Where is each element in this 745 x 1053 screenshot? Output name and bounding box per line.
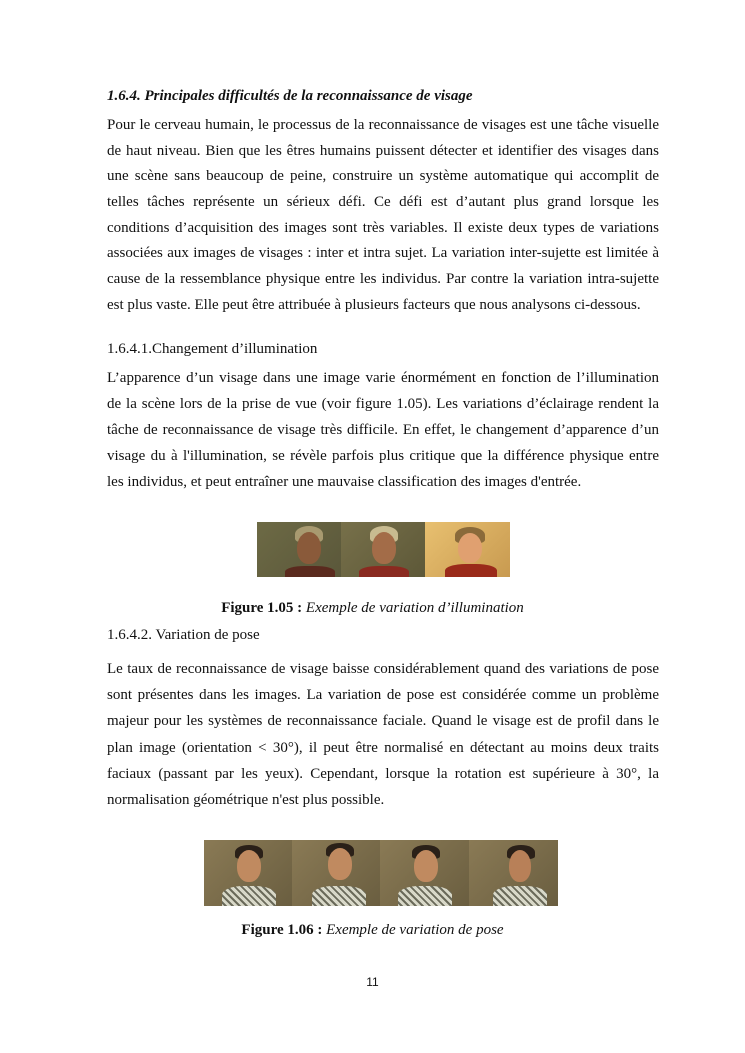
figure-pose-images (204, 840, 558, 906)
text-line: visage du à l'illumination, se révèle parfois plus critique que la différence physique entre (107, 448, 659, 464)
paragraph-pose (107, 661, 659, 818)
text-line: plan image (orientation < 30°), il peut être normalisé en détectant au moins deux traits (107, 739, 659, 756)
face-photo (292, 840, 380, 906)
figure-caption-text: Exemple de variation de pose (322, 922, 504, 938)
face-photo (341, 522, 425, 577)
text-line: sont présentes dans les images. La variation de pose est considérée comme un problème (107, 687, 659, 704)
paragraph-illumination (107, 370, 659, 500)
face-photo (204, 840, 292, 906)
face-photo (380, 840, 469, 906)
figure-caption-text: Exemple de variation d’illumination (302, 600, 524, 616)
text-line: L’apparence d’un visage dans une image varie énormément en fonction de l’illumination (107, 370, 659, 386)
text-line: faciaux (passant par les yeux). Cependant, lorsque la rotation est supérieure à 30°, la (107, 765, 659, 782)
text-line: une scène sans beaucoup de peine, construire un système automatique qui accomplit de (107, 168, 659, 185)
text-line: majeur pour les systèmes de reconnaissance faciale. Quand le visage est de profil dans le (107, 713, 659, 730)
figure-label: Figure 1.06 : (241, 922, 323, 938)
text-line: tâche de reconnaissance de visage très difficile. En effet, le changement d’apparence d’un (107, 422, 659, 438)
paragraph-intro (107, 117, 659, 323)
text-line: Pour le cerveau humain, le processus de la reconnaissance de visages est une tâche visuelle (107, 117, 659, 133)
face-photo (257, 522, 341, 577)
face-photo (469, 840, 558, 906)
figure-caption (0, 600, 745, 617)
figure-caption (0, 922, 745, 939)
text-line: de haut niveau. Bien que les êtres humains puissent détecter et identifier des visages dans (107, 142, 659, 159)
subsection-heading-illumination: 1.6.4.1.Changement d’illumination (107, 341, 318, 357)
text-line: normalisation géométrique n'est plus possible. (107, 791, 385, 808)
section-heading: 1.6.4. Principales difficultés de la reconnaissance de visage (107, 88, 473, 104)
text-line: Le taux de reconnaissance de visage baisse considérablement quand des variations de pose (107, 661, 659, 677)
page-number: 11 (366, 975, 379, 989)
face-photo (425, 522, 510, 577)
text-line: les individus, et peut entraîner une mauvaise classification des images d'entrée. (107, 474, 582, 490)
text-line: cause de la ressemblance physique entre les individus. Par contre la variation intra-sujette (107, 271, 659, 288)
figure-label: Figure 1.05 : (221, 600, 303, 616)
text-line: est plus vaste. Elle peut être attribuée à plusieurs facteurs que nous analysons ci-dessous. (107, 296, 641, 313)
figure-illumination-images (257, 522, 510, 577)
text-line: de la scène lors de la prise de vue (voir figure 1.05). Les variations d’éclairage rendent la (107, 396, 659, 412)
text-line: telles tâches représente un sérieux défi. Ce défi est d’autant plus grand lorsque les (107, 194, 659, 211)
subsection-heading-pose: 1.6.4.2. Variation de pose (107, 627, 260, 643)
text-line: associées aux images de visages : inter et intra sujet. La variation inter-sujette est limitée à (107, 245, 659, 262)
text-line: conditions d’acquisition des images sont très variables. Il existe deux types de variations (107, 219, 659, 236)
